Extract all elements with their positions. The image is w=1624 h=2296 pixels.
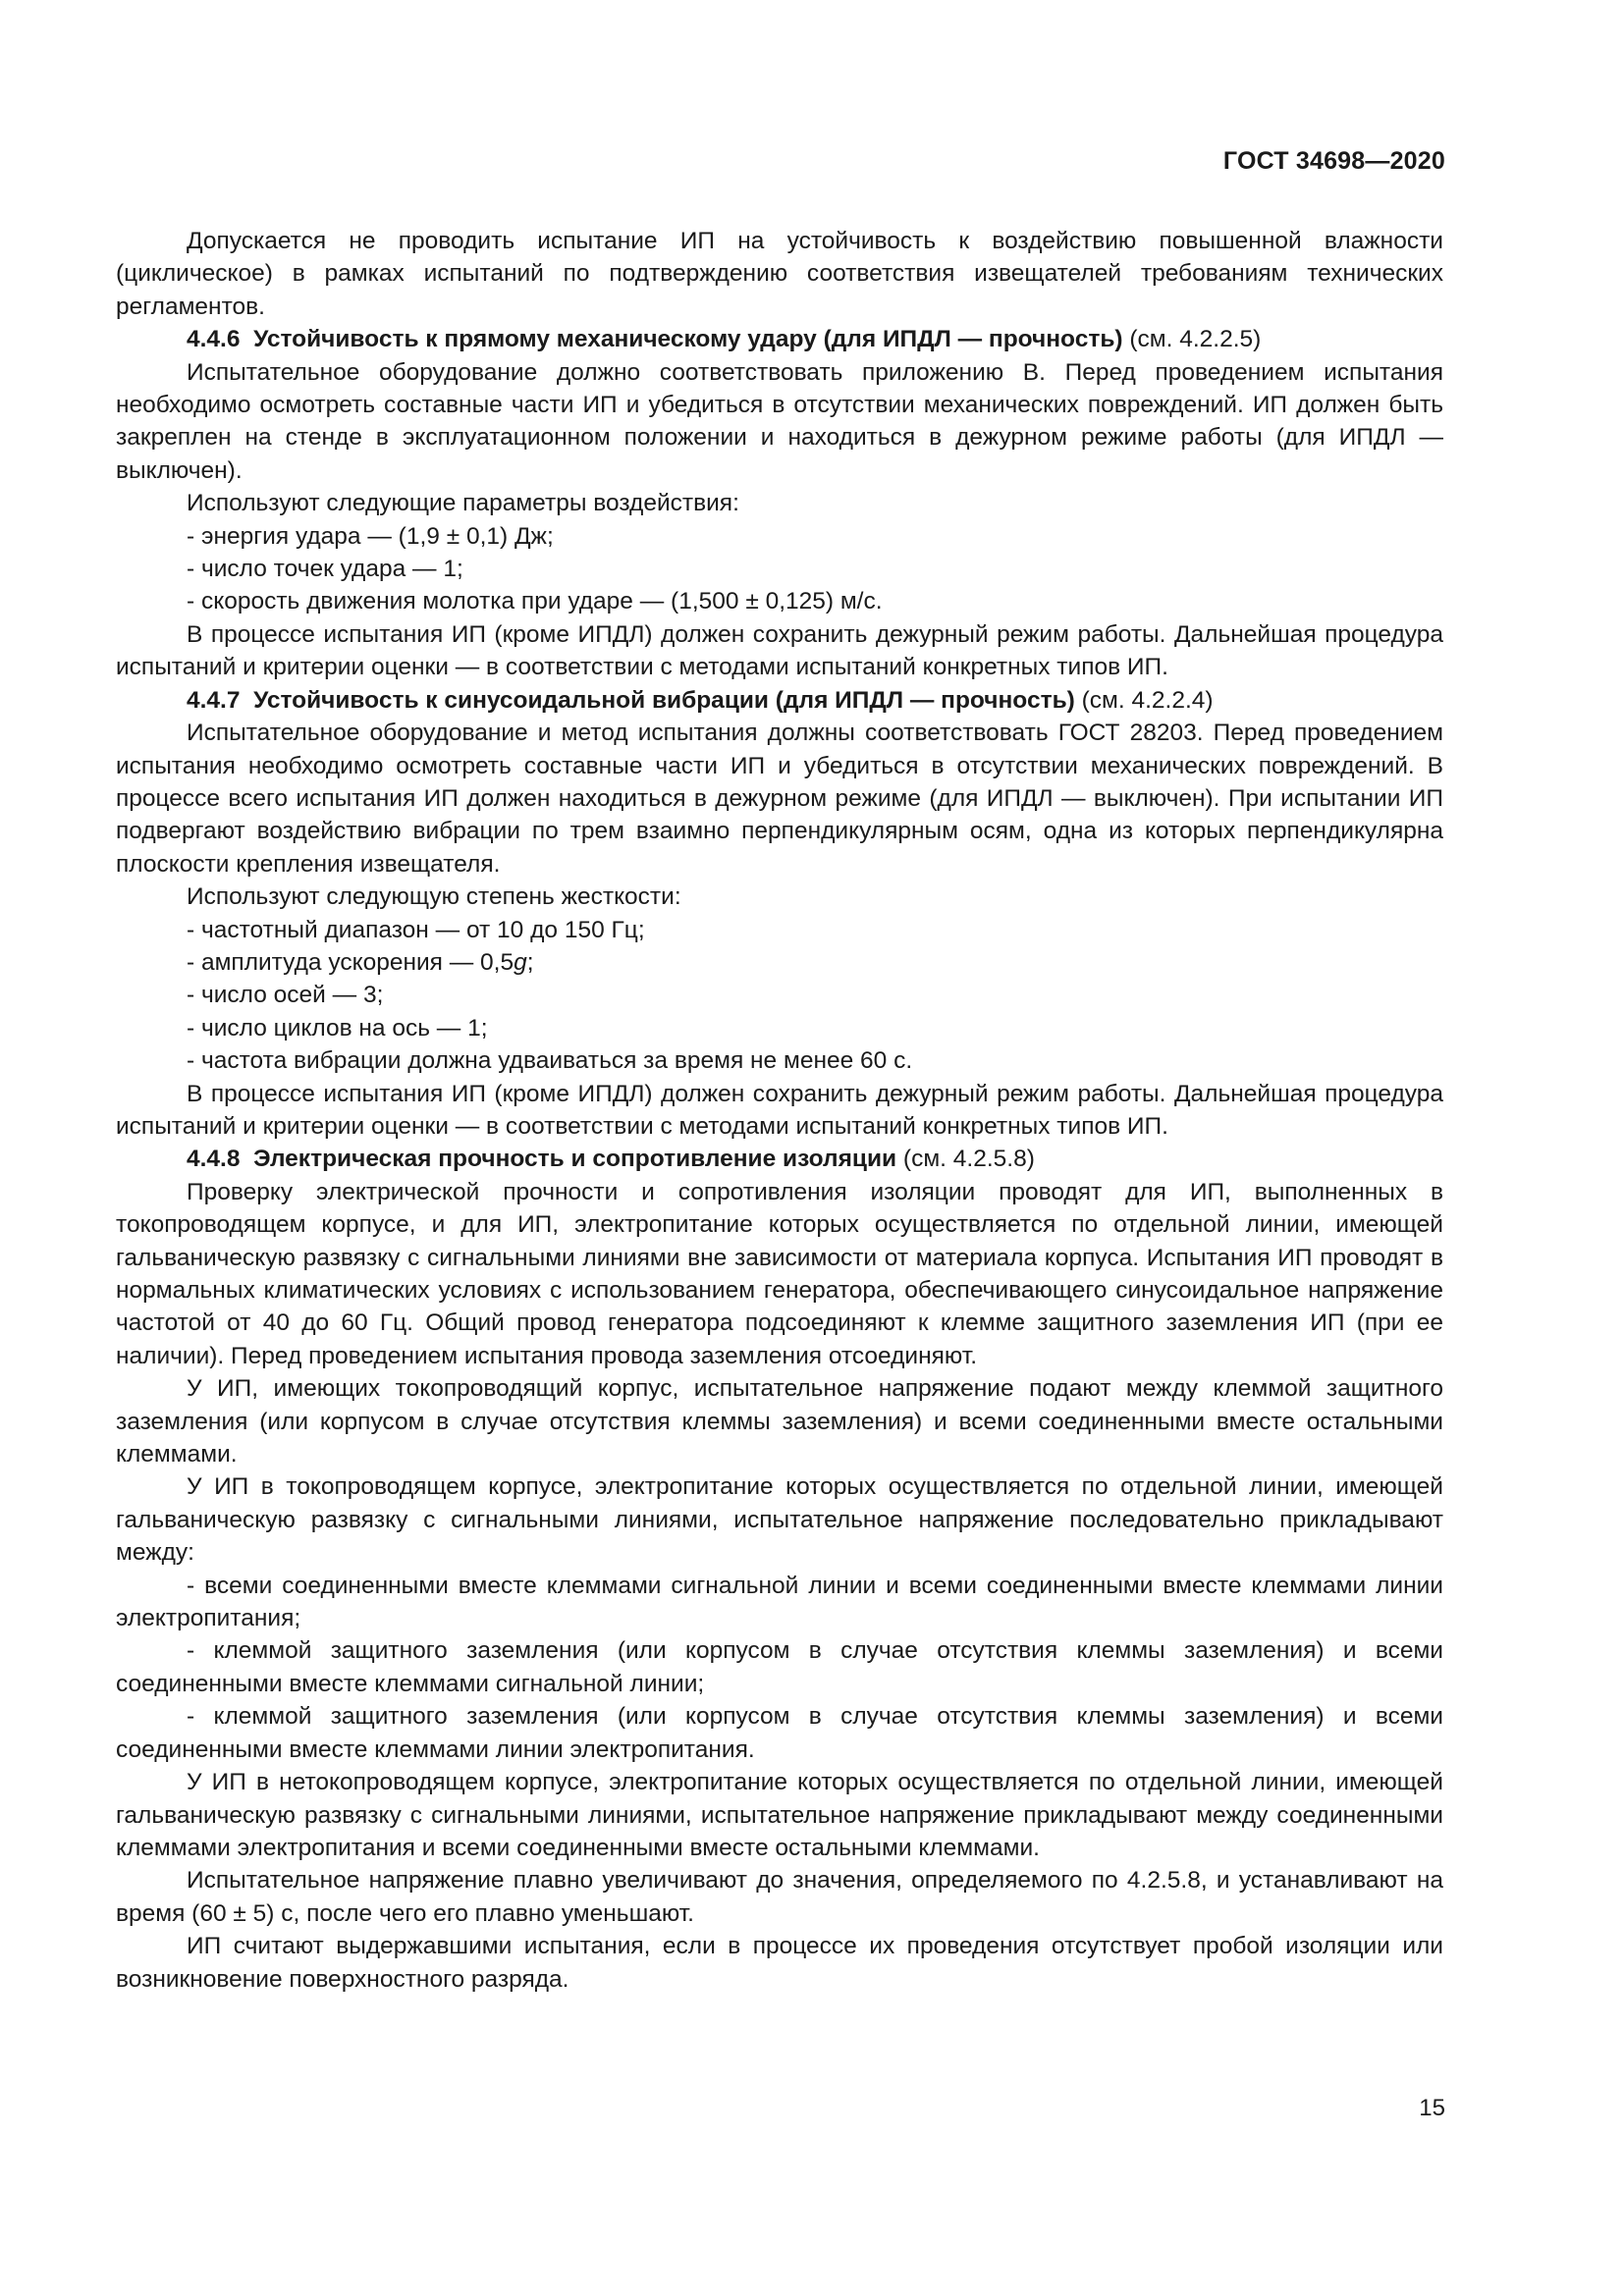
paragraph: Допускается не проводить испытание ИП на устойчивость к воздействию повышенной влажности (циклическое) в рамках испытаний по подтверждению соответствия извещателей требованиям технических регламентов. xyxy=(116,228,1443,320)
list-item: - клеммой защитного заземления (или корпусом в случае отсутствия клеммы заземления) и всеми соединенными вместе клеммами линии электропитания. xyxy=(116,1703,1443,1763)
paragraph: Испытательное оборудование и метод испытания должны соответствовать ГОСТ 28203. Перед проведением испытания необходимо осмотреть составные части ИП и убедиться в отсутствии механических повреждений. В процессе всего испытания ИП должен находиться в дежурном режиме (для ИПДЛ — выключен). При испытании ИП подвергают воздействию вибрации по трем взаимно перпендикулярным осям, одна из которых перпендикулярна плоскости крепления извещателя. xyxy=(116,720,1443,878)
list-item: - энергия удара — (1,9 ± 0,1) Дж; xyxy=(187,522,554,550)
list-item-punct: ; xyxy=(526,948,534,976)
paragraph: Проверку электрической прочности и сопротивления изоляции проводят для ИП, выполненных в токопроводящем корпусе, и для ИП, электропитание которых осуществляется по отдельной линии, имеющей гальваническую развязку с сигнальными линиями вне зависимости от материала корпуса. Испытания ИП проводят в нормальных климатических условиях с использованием генератора, обеспечивающего синусоидальное напряжение частотой от 40 до 60 Гц. Общий провод генератора подсоединяют к клемме защитного заземления ИП (при ее наличии). Перед проведением испытания провода заземления отсоединяют. xyxy=(116,1178,1443,1369)
section-heading-4-4-6 xyxy=(116,323,1443,355)
paragraph: У ИП, имеющих токопроводящий корпус, испытательное напряжение подают между клеммой защитного заземления (или корпусом в случае отсутствия клеммы заземления) и всеми соединенными вместе остальными клеммами. xyxy=(116,1375,1443,1468)
section-title: Электрическая прочность и сопротивление изоляции xyxy=(253,1146,897,1173)
list-item: - число осей — 3; xyxy=(187,982,384,1009)
document-header: ГОСТ 34698—2020 xyxy=(1222,147,1445,175)
section-title: Устойчивость к синусоидальной вибрации (для ИПДЛ — прочность) xyxy=(253,686,1075,714)
list-item: - клеммой защитного заземления (или корпусом в случае отсутствия клеммы заземления) и всеми соединенными вместе клеммами сигнальной линии; xyxy=(116,1637,1443,1697)
list-item: - число точек удара — 1; xyxy=(187,556,463,583)
paragraph: Используют следующие параметры воздействия: xyxy=(187,490,739,517)
paragraph: Используют следующую степень жесткости: xyxy=(187,883,681,911)
list-item: - частотный диапазон — от 10 до 150 Гц; xyxy=(187,916,645,943)
section-reference: (см. 4.2.5.8) xyxy=(902,1146,1035,1173)
list-item-unit: g xyxy=(514,948,527,976)
section-title: Устойчивость к прямому механическому удару (для ИПДЛ — прочность) xyxy=(253,326,1123,353)
list-item xyxy=(116,946,1443,979)
paragraph: Испытательное напряжение плавно увеличивают до значения, определяемого по 4.2.5.8, и устанавливают на время (60 ± 5) с, после чего его плавно уменьшают. xyxy=(116,1867,1443,1927)
section-reference: (см. 4.2.2.5) xyxy=(1129,326,1262,353)
section-number: 4.4.6 xyxy=(187,326,241,353)
list-item: - скорость движения молотка при ударе — (1,500 ± 0,125) м/с. xyxy=(187,588,883,615)
section-reference: (см. 4.2.2.4) xyxy=(1081,686,1214,714)
list-item: - всеми соединенными вместе клеммами сигнальной линии и всеми соединенными вместе клеммами линии электропитания; xyxy=(116,1572,1443,1632)
paragraph: В процессе испытания ИП (кроме ИПДЛ) должен сохранить дежурный режим работы. Дальнейшая процедура испытаний и критерии оценки — в соответствии с методами испытаний конкретных типов ИП. xyxy=(116,620,1443,681)
section-heading-4-4-7 xyxy=(116,684,1443,717)
list-item: - частота вибрации должна удваиваться за время не менее 60 с. xyxy=(187,1047,913,1075)
paragraph: У ИП в токопроводящем корпусе, электропитание которых осуществляется по отдельной линии, имеющей гальваническую развязку с сигнальными линиями, испытательное напряжение последовательно прикладывают между: xyxy=(116,1473,1443,1567)
list-item-text: - амплитуда ускорения — 0,5 xyxy=(187,948,514,976)
section-number: 4.4.7 xyxy=(187,686,241,714)
paragraph: У ИП в нетокопроводящем корпусе, электропитание которых осуществляется по отдельной линии, имеющей гальваническую развязку с сигнальными линиями, испытательное напряжение прикладывают между соединенными клеммами электропитания и всеми соединенными вместе остальными клеммами. xyxy=(116,1769,1443,1861)
section-number: 4.4.8 xyxy=(187,1146,241,1173)
section-heading-4-4-8 xyxy=(116,1143,1443,1175)
paragraph: Испытательное оборудование должно соответствовать приложению В. Перед проведением испытания необходимо осмотреть составные части ИП и убедиться в отсутствии механических повреждений. ИП должен быть закреплен на стенде в эксплуатационном положении и находиться в дежурном режиме работы (для ИПДЛ — выключен). xyxy=(116,358,1443,484)
paragraph: В процессе испытания ИП (кроме ИПДЛ) должен сохранить дежурный режим работы. Дальнейшая процедура испытаний и критерии оценки — в соответствии с методами испытаний конкретных типов ИП. xyxy=(116,1080,1443,1140)
paragraph: ИП считают выдержавшими испытания, если в процессе их проведения отсутствует пробой изоляции или возникновение поверхностного разряда. xyxy=(116,1933,1443,1993)
page-number: 15 xyxy=(1419,2095,1445,2121)
list-item: - число циклов на ось — 1; xyxy=(187,1014,488,1041)
document-body xyxy=(116,225,1443,1996)
